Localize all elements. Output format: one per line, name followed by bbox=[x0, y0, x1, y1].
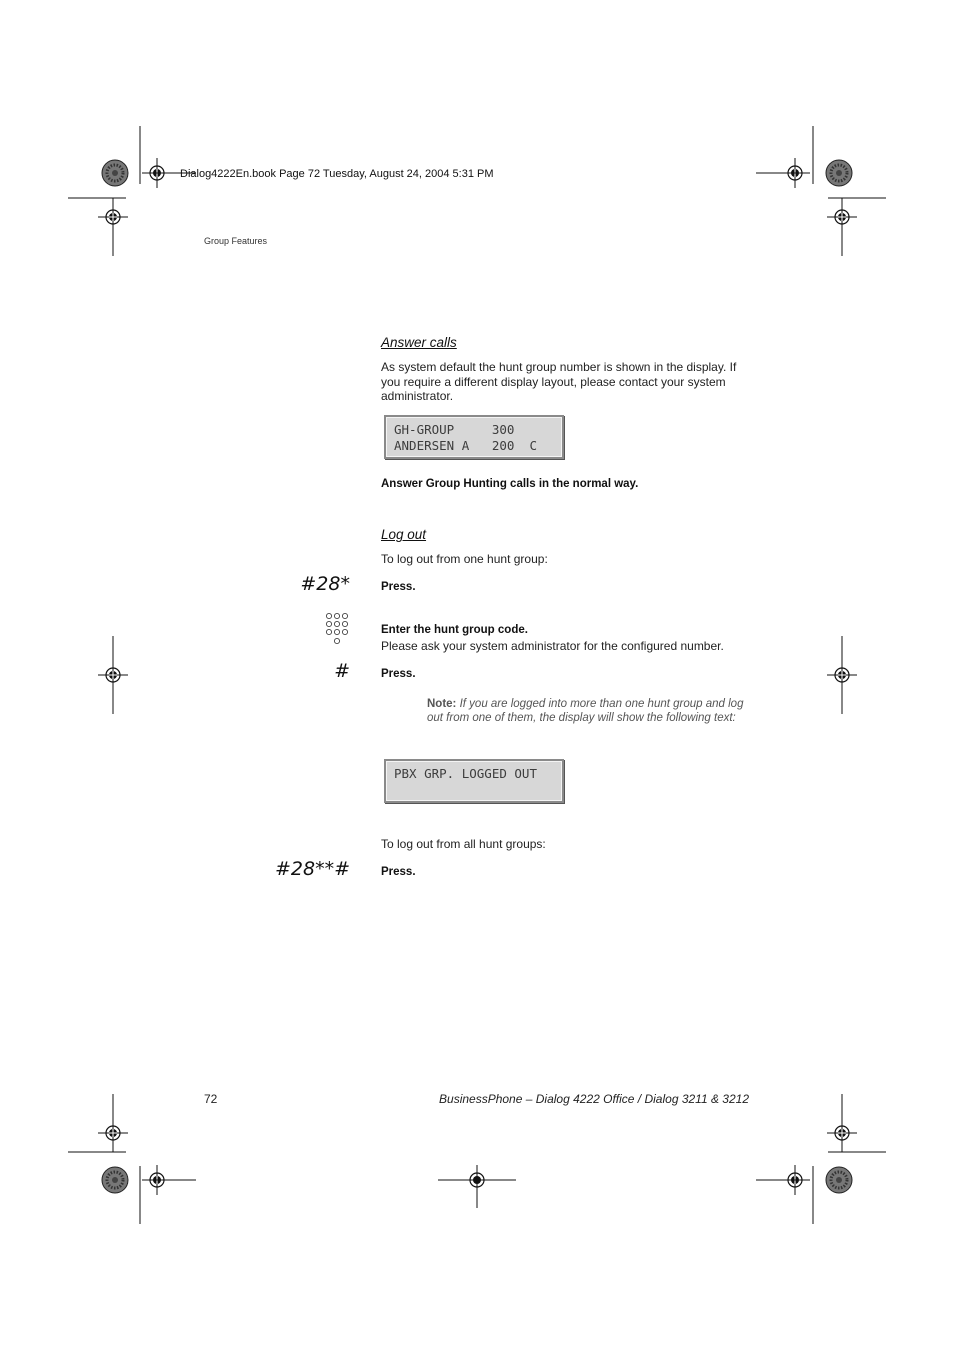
phone-display-group bbox=[384, 415, 564, 459]
enter-code-sub: Please ask your system administrator for the configured number. bbox=[381, 639, 724, 653]
key-code-logout-all: #28**# bbox=[274, 858, 350, 880]
note-label: Note: bbox=[427, 698, 457, 710]
answer-calls-paragraph: As system default the hunt group number is shown in the display. If you require a different display layout, please contact your system administrator. bbox=[381, 360, 737, 403]
display-logged-out-line: PBX GRP. LOGGED OUT bbox=[394, 766, 537, 781]
keypad-icon bbox=[325, 612, 350, 646]
press-label-1: Press. bbox=[381, 581, 416, 593]
press-label-2: Press. bbox=[381, 668, 416, 680]
answer-instruction: Answer Group Hunting calls in the normal way. bbox=[381, 478, 639, 490]
footer-title: BusinessPhone – Dialog 4222 Office / Dialog 3211 & 3212 bbox=[439, 1092, 749, 1106]
note-text: If you are logged into more than one hunt group and log out from one of them, the display will show the following text: bbox=[427, 698, 744, 724]
print-header: Dialog4222En.book Page 72 Tuesday, August 24, 2004 5:31 PM bbox=[180, 168, 494, 180]
enter-code-label: Enter the hunt group code. bbox=[381, 624, 528, 636]
display-line-1: GH-GROUP 300 bbox=[394, 422, 515, 437]
log-out-one-intro: To log out from one hunt group: bbox=[381, 552, 548, 566]
answer-calls-heading: Answer calls bbox=[381, 335, 457, 350]
note-block bbox=[427, 697, 753, 725]
page-number: 72 bbox=[204, 1092, 218, 1106]
key-code-logout-one: #28* bbox=[300, 573, 350, 595]
display-line-2: ANDERSEN A 200 C bbox=[394, 438, 537, 453]
press-label-3: Press. bbox=[381, 866, 416, 878]
section-label: Group Features bbox=[204, 236, 268, 246]
log-out-heading: Log out bbox=[381, 527, 427, 542]
key-code-hash: # bbox=[334, 660, 350, 682]
phone-display-logged-out bbox=[384, 759, 564, 803]
log-out-all-intro: To log out from all hunt groups: bbox=[381, 837, 546, 851]
